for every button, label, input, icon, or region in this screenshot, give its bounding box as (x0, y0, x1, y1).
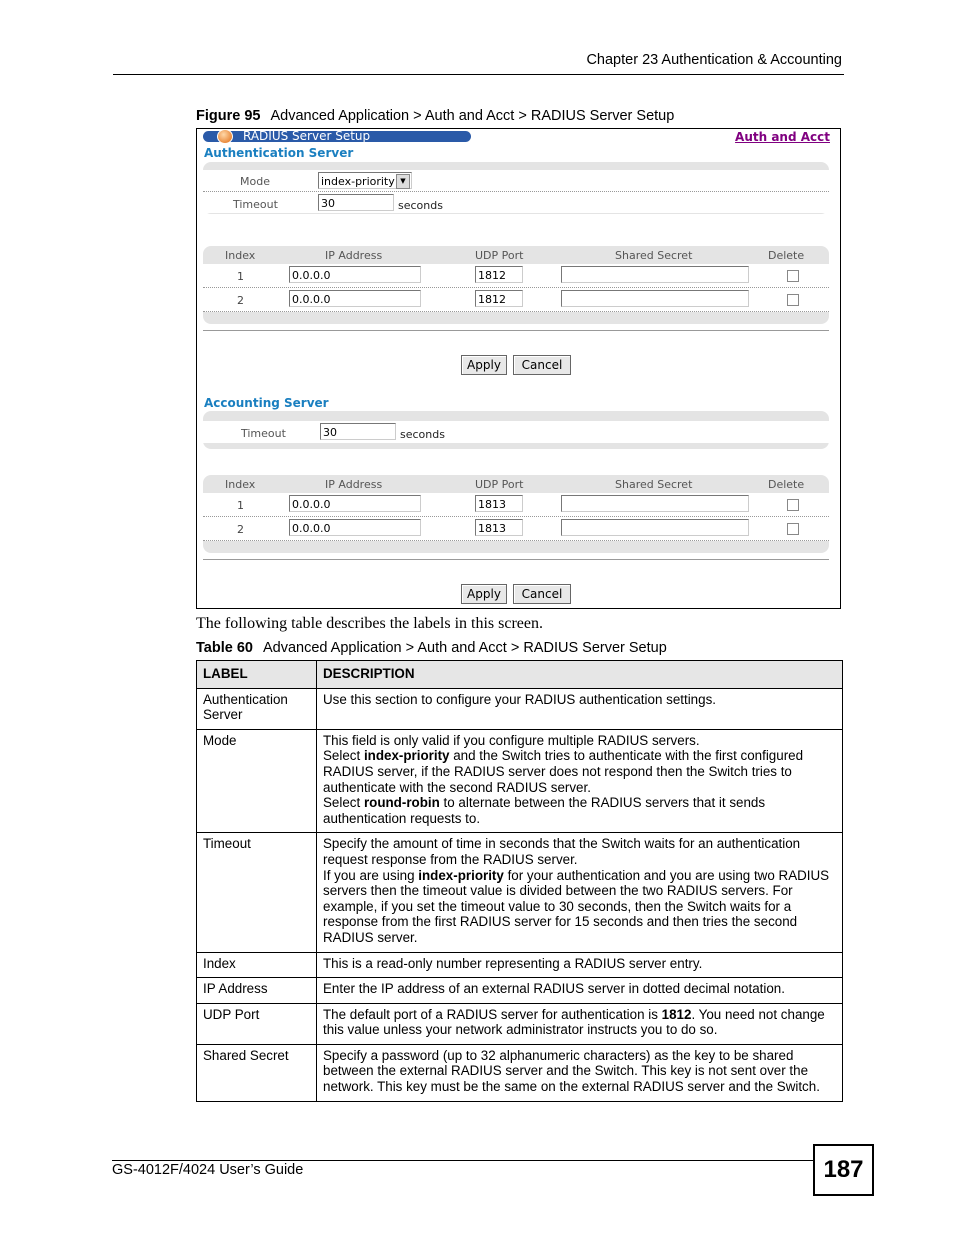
text: This field is only valid if you configure multiple RADIUS servers. (323, 732, 700, 748)
row-label: Index (197, 952, 317, 978)
secret-input[interactable] (561, 495, 749, 512)
table-row (197, 978, 843, 1004)
row-label: IP Address (197, 978, 317, 1004)
screen-title: RADIUS Server Setup (243, 129, 371, 143)
port-input[interactable]: 1813 (475, 519, 523, 536)
description-paragraph (323, 748, 836, 795)
bold-term: 1812 (661, 1006, 692, 1022)
figure-caption (196, 108, 674, 124)
table-row (197, 688, 843, 729)
acct-server-row (203, 493, 829, 517)
ip-input[interactable]: 0.0.0.0 (289, 519, 421, 536)
mode-row (203, 170, 829, 192)
row-index: 1 (237, 499, 244, 512)
col-secret: Shared Secret (615, 249, 693, 262)
footer-rule (112, 1160, 814, 1161)
figure-title: Advanced Application > Auth and Acct > RADIUS Server Setup (270, 108, 675, 124)
bold-term: index-priority (418, 867, 504, 883)
text: Select (323, 748, 364, 764)
text: Specify a password (up to 32 alphanumeric characters) as the key to be shared between the external RADIUS server and the Switch. This key is not sent over the network. This key must be the same on the external RADIUS server and the Switch. (323, 1047, 820, 1095)
label-description-table (196, 660, 843, 1102)
figure-number: Figure 95 (196, 108, 261, 124)
row-description (317, 1003, 843, 1044)
secret-input[interactable] (561, 266, 749, 283)
description-paragraph (323, 1007, 836, 1038)
description-paragraph (323, 836, 836, 867)
secret-input[interactable] (561, 519, 749, 536)
table-row (197, 1044, 843, 1101)
divider (203, 559, 829, 560)
text: to alternate between the RADIUS servers that it sends authentication requests to. (323, 795, 766, 826)
row-label: Mode (197, 729, 317, 833)
acct-section-title: Accounting Server (204, 396, 329, 410)
description-paragraph (323, 795, 836, 826)
mode-value: index-priority (321, 175, 395, 188)
col-index: Index (225, 478, 256, 491)
text: Specify the amount of time in seconds that the Switch waits for an authentication request response from the RADIUS server. (323, 836, 801, 867)
chapter-header: Chapter 23 Authentication & Accounting (586, 52, 842, 68)
timeout-label: Timeout (241, 427, 286, 440)
row-description (317, 688, 843, 729)
screen-title-bar (203, 131, 471, 142)
radius-setup-screenshot (196, 128, 841, 609)
port-input[interactable]: 1812 (475, 266, 523, 283)
row-description (317, 729, 843, 833)
delete-checkbox[interactable] (787, 523, 799, 535)
description-paragraph (323, 981, 836, 997)
row-description (317, 952, 843, 978)
orb-icon (217, 129, 233, 144)
seconds-label: seconds (400, 428, 445, 441)
row-description (317, 833, 843, 952)
table-title: Advanced Application > Auth and Acct > RADIUS Server Setup (262, 640, 667, 656)
header-description: DESCRIPTION (317, 661, 843, 689)
col-port: UDP Port (475, 249, 524, 262)
col-port: UDP Port (475, 478, 524, 491)
row-description (317, 1044, 843, 1101)
secret-input[interactable] (561, 290, 749, 307)
bold-term: round-robin (363, 795, 440, 811)
row-label: Shared Secret (197, 1044, 317, 1101)
timeout-input[interactable]: 30 (318, 194, 394, 211)
row-description (317, 978, 843, 1004)
text: and the Switch tries to authenticate with the first configured RADIUS server, if the RADIUS server does not respond then the Switch tries to authenticate with the second RADIUS server. (323, 748, 804, 795)
row-label: Timeout (197, 833, 317, 952)
row-index: 2 (237, 294, 244, 307)
description-paragraph (323, 692, 836, 708)
row-label: UDP Port (197, 1003, 317, 1044)
bold-term: index-priority (363, 748, 450, 764)
auth-server-row (203, 288, 829, 312)
divider (203, 330, 829, 331)
delete-checkbox[interactable] (787, 499, 799, 511)
acct-timeout-row (203, 421, 829, 443)
guide-title: GS-4012F/4024 User’s Guide (112, 1162, 304, 1178)
col-delete: Delete (768, 478, 805, 491)
port-input[interactable]: 1812 (475, 290, 523, 307)
chevron-down-icon: ▼ (396, 174, 410, 189)
table-caption (196, 640, 667, 656)
text: for your authentication and you are using two RADIUS servers then the timeout value is divided between the two RADIUS servers. For example, if you set the timeout value to 30 seconds, then the Switch waits for a response from the first RADIUS server for 15 seconds and then tries the second RADIUS server. (323, 867, 830, 945)
col-delete: Delete (768, 249, 805, 262)
text: . You need not change this value unless your network administrator instructs you to do so. (323, 1006, 825, 1038)
text: The default port of a RADIUS server for authentication is (323, 1006, 662, 1022)
text: If you are using (323, 867, 419, 883)
intro-text: The following table describes the labels in this screen. (196, 615, 544, 632)
acct-cancel-button[interactable]: Cancel (513, 584, 571, 604)
ip-input[interactable]: 0.0.0.0 (289, 290, 421, 307)
delete-checkbox[interactable] (787, 294, 799, 306)
col-ip: IP Address (325, 478, 383, 491)
acct-timeout-input[interactable]: 30 (320, 423, 396, 440)
acct-server-row (203, 517, 829, 541)
col-ip: IP Address (325, 249, 383, 262)
table-number: Table 60 (196, 640, 253, 656)
ip-input[interactable]: 0.0.0.0 (289, 266, 421, 283)
auth-and-acct-link[interactable]: Auth and Acct (735, 130, 830, 144)
timeout-row (203, 192, 829, 213)
table-row (197, 1003, 843, 1044)
acct-apply-button[interactable]: Apply (461, 584, 507, 604)
table-row (197, 952, 843, 978)
auth-section-title: Authentication Server (204, 146, 354, 160)
ip-input[interactable]: 0.0.0.0 (289, 495, 421, 512)
page-number: 187 (813, 1144, 874, 1196)
row-label: Authentication Server (197, 688, 317, 729)
col-secret: Shared Secret (615, 478, 693, 491)
header-rule (113, 74, 844, 75)
auth-apply-button[interactable]: Apply (461, 355, 507, 375)
description-paragraph (323, 733, 836, 749)
seconds-label: seconds (398, 199, 443, 212)
table-header-row (197, 661, 843, 689)
col-index: Index (225, 249, 256, 262)
row-index: 2 (237, 523, 244, 536)
text: Use this section to configure your RADIUS authentication settings. (323, 691, 716, 707)
mode-label: Mode (240, 175, 270, 188)
auth-server-row (203, 264, 829, 288)
description-paragraph (323, 868, 836, 946)
delete-checkbox[interactable] (787, 270, 799, 282)
description-paragraph (323, 1048, 836, 1095)
table-row (197, 833, 843, 952)
text: Select (323, 795, 364, 811)
text: This is a read-only number representing a RADIUS server entry. (323, 955, 703, 971)
timeout-label: Timeout (233, 198, 278, 211)
description-paragraph (323, 956, 836, 972)
auth-cancel-button[interactable]: Cancel (513, 355, 571, 375)
mode-select[interactable] (318, 172, 412, 189)
port-input[interactable]: 1813 (475, 495, 523, 512)
header-label: LABEL (197, 661, 317, 689)
table-row (197, 729, 843, 833)
row-index: 1 (237, 270, 244, 283)
text: Enter the IP address of an external RADIUS server in dotted decimal notation. (323, 981, 785, 997)
